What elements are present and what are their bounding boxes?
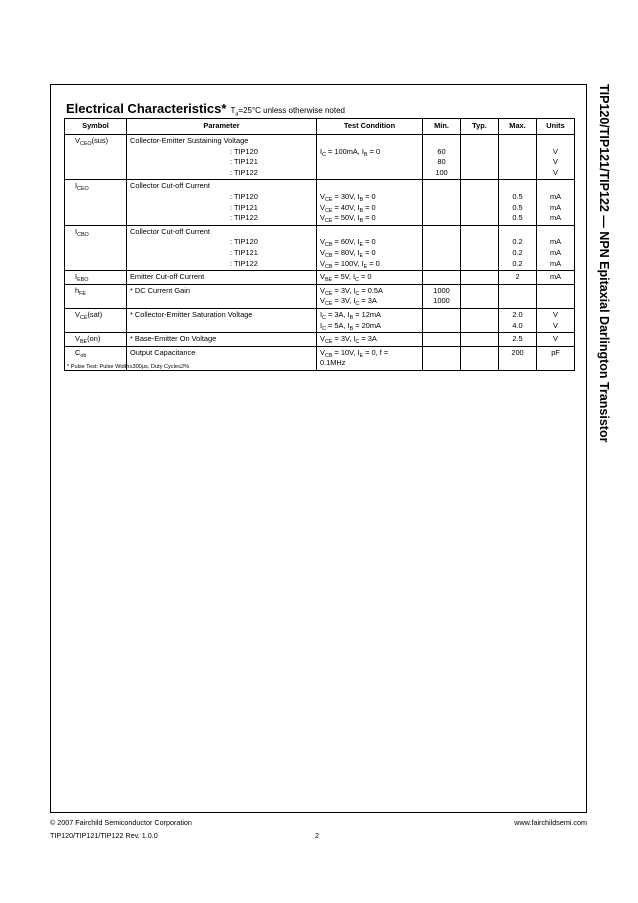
column-header: Units: [537, 119, 575, 135]
units-value: mA: [549, 237, 562, 247]
condition-text: = 100mA, I: [325, 146, 364, 156]
parameter-text: Emitter Cut-off Current: [130, 272, 205, 282]
min-cell: [423, 308, 461, 332]
min-value: 1000: [433, 285, 450, 295]
units-cell: [537, 225, 575, 270]
condition-subscript: CE: [324, 196, 333, 203]
units-value: V: [553, 309, 558, 319]
condition-line: [320, 334, 419, 345]
symbol-subscript: EBO: [77, 277, 89, 284]
max-value: 2.5: [512, 334, 523, 344]
table-row: [65, 308, 575, 332]
max-value: 200: [511, 347, 524, 357]
max-cell: [499, 225, 537, 270]
symbol-letter: I: [75, 272, 78, 282]
max-cell: [499, 135, 537, 180]
condition-cell: [317, 284, 423, 308]
parameter-text: * Collector-Emitter Saturation Voltage: [130, 309, 253, 319]
typ-cell: [461, 271, 499, 285]
footer-revision: TIP120/TIP121/TIP122 Rev. 1.0.0: [50, 831, 158, 840]
parameter-cell: [127, 180, 317, 225]
condition-subscript: C: [322, 314, 326, 321]
column-header: Max.: [499, 119, 537, 135]
part-number: : TIP121: [230, 247, 258, 257]
part-number: : TIP120: [230, 191, 258, 201]
parameter-text: Output Capacitance: [130, 347, 196, 357]
condition-text: V: [320, 191, 325, 201]
condition-subscript: E: [359, 252, 364, 259]
condition-text: = 0.5A: [359, 285, 383, 295]
condition-text: = 100V, I: [332, 258, 364, 268]
units-cell: [537, 180, 575, 225]
condition-text: = 0: [363, 191, 376, 201]
table-row: [65, 225, 575, 270]
condition-text: V: [320, 258, 325, 268]
condition-text: = 20mA: [353, 320, 381, 330]
symbol-letter: V: [75, 309, 80, 319]
section-title: [66, 100, 345, 118]
symbol-suffix: (sat): [87, 309, 103, 319]
max-value: 0.2: [512, 258, 523, 268]
condition-line: [320, 272, 419, 283]
column-header: Parameter: [127, 119, 317, 135]
part-number: : TIP121: [230, 157, 258, 167]
condition-cell: [317, 180, 423, 225]
condition-text: V: [320, 285, 325, 295]
parameter-cell: [127, 225, 317, 270]
symbol-cell: [65, 308, 127, 332]
condition-text: I: [320, 309, 323, 319]
condition-line: [320, 321, 419, 332]
symbol-letter: I: [75, 181, 78, 191]
part-number: : TIP120: [230, 237, 258, 247]
condition-text: = 3V, I: [332, 296, 356, 306]
condition-subscript: B: [363, 151, 368, 158]
units-cell: [537, 333, 575, 347]
part-number: : TIP122: [230, 167, 258, 177]
symbol-cell: [65, 284, 127, 308]
parameter-text: Collector Cut-off Current: [130, 181, 210, 191]
condition-subscript: CB: [324, 263, 333, 270]
parameter-cell: [127, 308, 317, 332]
condition-subscript: CB: [324, 252, 333, 259]
condition-subscript: C: [322, 151, 326, 158]
condition-cell: [317, 333, 423, 347]
condition-text: = 10V, I: [332, 347, 360, 357]
min-value: 100: [435, 167, 448, 177]
units-value: mA: [549, 213, 562, 223]
typ-cell: [461, 308, 499, 332]
condition-text: = 0: [363, 247, 376, 257]
side-title: [593, 84, 615, 484]
max-cell: [499, 308, 537, 332]
max-value: 2: [515, 272, 520, 282]
condition-text: 0.1MHz: [320, 358, 346, 368]
condition-text: = 30V, I: [332, 191, 360, 201]
condition-subscript: CB: [324, 352, 333, 359]
condition-line: [320, 296, 419, 307]
condition-line: [320, 203, 419, 214]
units-cell: [537, 346, 575, 370]
min-value: 80: [437, 157, 446, 167]
min-cell: [423, 346, 461, 370]
condition-cell: [317, 346, 423, 370]
condition-subscript: CE: [324, 339, 333, 346]
parameter-cell: [127, 271, 317, 285]
units-value: V: [553, 157, 558, 167]
pulse-test-note: * Pulse Test: Pulse Width≤300μs, Duty Cycle≤2%: [67, 364, 190, 370]
table-row: [65, 271, 575, 285]
min-cell: [423, 225, 461, 270]
condition-text: = 3V, I: [332, 334, 356, 344]
parameter-text: Collector Cut-off Current: [130, 226, 210, 236]
typ-cell: [461, 135, 499, 180]
symbol-letter: V: [75, 334, 80, 344]
condition-line: [320, 358, 419, 369]
min-value: 1000: [433, 296, 450, 306]
units-value: mA: [549, 247, 562, 257]
parameter-text: * Base-Emitter On Voltage: [130, 334, 217, 344]
condition-subscript: E: [359, 352, 364, 359]
symbol-letter: C: [75, 347, 81, 357]
condition-line: [320, 213, 419, 224]
table-row: [65, 284, 575, 308]
table-row: [65, 333, 575, 347]
condition-cell: [317, 225, 423, 270]
max-cell: [499, 333, 537, 347]
condition-text: V: [320, 272, 325, 282]
units-value: mA: [549, 258, 562, 268]
typ-cell: [461, 180, 499, 225]
condition-text: = 0: [363, 237, 376, 247]
condition-text: I: [320, 320, 323, 330]
max-value: 0.5: [512, 213, 523, 223]
condition-cell: [317, 135, 423, 180]
condition-subscript: B: [349, 325, 354, 332]
max-cell: [499, 346, 537, 370]
symbol-cell: [65, 135, 127, 180]
condition-text: I: [320, 146, 323, 156]
units-cell: [537, 135, 575, 180]
units-value: mA: [549, 202, 562, 212]
condition-text: = 0: [367, 146, 381, 156]
footer-page-number: 2: [315, 831, 319, 840]
condition-subscript: B: [359, 207, 364, 214]
footer-url: www.fairchildsemi.com: [514, 818, 587, 827]
units-cell: [537, 271, 575, 285]
condition-text: = 3A: [359, 296, 377, 306]
units-value: V: [553, 334, 558, 344]
column-header: Test Condition: [317, 119, 423, 135]
condition-subscript: C: [355, 339, 360, 346]
min-cell: [423, 180, 461, 225]
typ-cell: [461, 284, 499, 308]
part-number: : TIP122: [230, 258, 258, 268]
condition-text: V: [320, 347, 325, 357]
condition-text: = 3A, I: [325, 309, 350, 319]
max-value: 0.2: [512, 247, 523, 257]
symbol-subscript: CBO: [77, 231, 89, 238]
table-header-row: [65, 119, 575, 135]
symbol-cell: [65, 225, 127, 270]
section-title-text: Electrical Characteristics*: [66, 101, 227, 116]
condition-subscript: E: [363, 263, 368, 270]
condition-line: [320, 248, 419, 259]
condition-line: [320, 192, 419, 203]
symbol-subscript: FE: [79, 290, 87, 297]
condition-subscript: E: [359, 242, 364, 249]
part-number: : TIP120: [230, 146, 258, 156]
table-row: [65, 135, 575, 180]
condition-text: = 0: [363, 213, 376, 223]
footer-copyright: © 2007 Fairchild Semiconductor Corporation: [50, 818, 192, 827]
max-value: 0.5: [512, 191, 523, 201]
electrical-characteristics-table: [64, 118, 575, 371]
condition-line: [320, 147, 419, 158]
condition-subscript: C: [355, 290, 360, 297]
condition-text: = 5V, I: [332, 272, 356, 282]
condition-text: V: [320, 296, 325, 306]
column-header: Min.: [423, 119, 461, 135]
symbol-suffix: (on): [87, 334, 101, 344]
symbol-subscript: CE: [79, 314, 88, 321]
symbol-letter: I: [75, 226, 78, 236]
max-value: 2.0: [512, 309, 523, 319]
condition-text: V: [320, 213, 325, 223]
units-cell: [537, 308, 575, 332]
section-condition: $T_a=25^\circ C$ unless otherwise noted: [230, 106, 345, 118]
max-cell: [499, 284, 537, 308]
condition-subscript: B: [359, 218, 364, 225]
condition-subscript: BE: [324, 277, 333, 284]
part-number: : TIP122: [230, 213, 258, 223]
condition-subscript: CE: [324, 301, 333, 308]
condition-text: = 3A: [359, 334, 377, 344]
parameter-cell: [127, 333, 317, 347]
parameter-cell: [127, 135, 317, 180]
condition-text: V: [320, 237, 325, 247]
symbol-subscript: ob: [80, 352, 87, 359]
symbol-cell: [65, 180, 127, 225]
condition-cell: [317, 308, 423, 332]
min-value: 60: [437, 146, 446, 156]
parameter-cell: [127, 284, 317, 308]
symbol-suffix: (sus): [91, 136, 109, 145]
units-value: mA: [549, 191, 562, 201]
condition-subscript: B: [359, 196, 364, 203]
symbol-cell: [65, 271, 127, 285]
table-row: [65, 180, 575, 225]
typ-cell: [461, 225, 499, 270]
part-number: : TIP121: [230, 202, 258, 212]
max-value: 0.5: [512, 202, 523, 212]
typ-cell: [461, 333, 499, 347]
column-header: Typ.: [461, 119, 499, 135]
symbol-cell: [65, 333, 127, 347]
condition-line: [320, 348, 419, 359]
condition-subscript: CE: [324, 290, 333, 297]
column-header: Symbol: [65, 119, 127, 135]
condition-text: V: [320, 334, 325, 344]
condition-line: [320, 237, 419, 248]
condition-subscript: CB: [324, 242, 333, 249]
condition-text: = 0: [367, 258, 380, 268]
condition-text: = 0, f =: [363, 347, 389, 357]
symbol-letter: V: [75, 136, 80, 145]
units-value: V: [553, 146, 558, 156]
condition-text: = 80V, I: [332, 247, 360, 257]
units-value: V: [553, 320, 558, 330]
condition-text: = 50V, I: [332, 213, 360, 223]
min-cell: [423, 271, 461, 285]
condition-subscript: C: [322, 325, 326, 332]
condition-text: = 3V, I: [332, 285, 356, 295]
condition-text: = 5A, I: [325, 320, 350, 330]
condition-subscript: C: [355, 301, 360, 308]
min-cell: [423, 333, 461, 347]
side-title-text: TIP120/TIP121/TIP122 — NPN Epitaxial Darlington Transistor: [597, 84, 611, 443]
min-cell: [423, 284, 461, 308]
condition-line: [320, 310, 419, 321]
symbol-subscript: BE: [79, 339, 88, 346]
condition-line: [320, 259, 419, 270]
condition-text: = 0: [363, 202, 376, 212]
parameter-text: Collector-Emitter Sustaining Voltage: [130, 136, 249, 145]
condition-subscript: C: [355, 277, 359, 284]
condition-subscript: CE: [324, 207, 333, 214]
units-value: pF: [551, 347, 560, 357]
units-value: mA: [549, 272, 562, 282]
condition-text: = 60V, I: [332, 237, 360, 247]
condition-cell: [317, 271, 423, 285]
symbol-subscript: CEO: [77, 186, 89, 193]
min-cell: [423, 135, 461, 180]
max-value: 4.0: [512, 320, 523, 330]
condition-text: = 12mA: [353, 309, 381, 319]
typ-cell: [461, 346, 499, 370]
condition-text: V: [320, 202, 325, 212]
max-cell: [499, 180, 537, 225]
symbol-letter: h: [75, 285, 80, 295]
condition-text: V: [320, 247, 325, 257]
units-cell: [537, 284, 575, 308]
max-cell: [499, 271, 537, 285]
condition-subscript: CE: [324, 218, 333, 225]
symbol-subscript: CEO: [79, 141, 92, 147]
units-value: V: [553, 167, 558, 177]
condition-subscript: B: [349, 314, 354, 321]
condition-text: = 40V, I: [332, 202, 360, 212]
condition-text: = 0: [359, 272, 372, 282]
parameter-text: * DC Current Gain: [130, 285, 190, 295]
condition-line: [320, 286, 419, 297]
max-value: 0.2: [512, 237, 523, 247]
